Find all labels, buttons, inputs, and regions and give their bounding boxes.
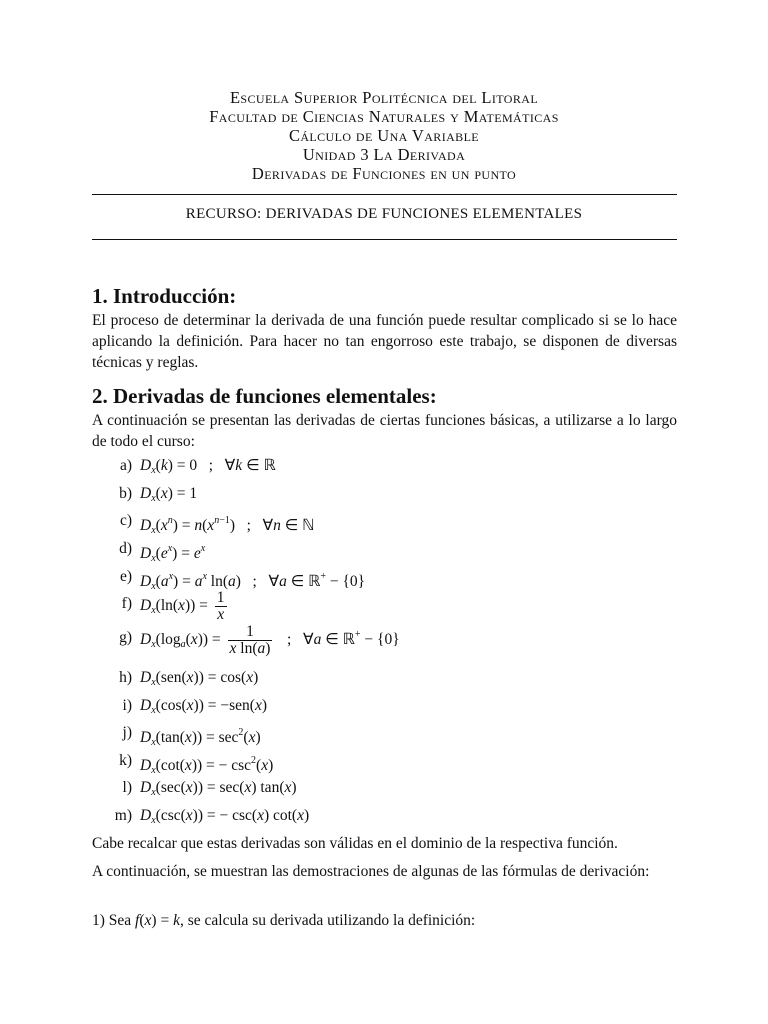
formula-item	[92, 696, 677, 716]
formula-item	[92, 588, 677, 628]
formula-expression: $D_x(\cot(x))$ = − $\csc^2(x)$	[140, 755, 274, 776]
formula-item	[92, 567, 677, 592]
formula-expression: $D_x(x^n) = n(x^{n-1})$ ; ∀n ∈ ℕ	[140, 515, 315, 536]
formula-expression: $D_x(sen(x)) = \cos(x)$	[140, 669, 259, 688]
formula-label: b)	[119, 485, 132, 502]
formula-label: e)	[119, 568, 132, 585]
formula-expression: $D_x(\log_a(x))$ = $\frac{1}{\text{x ln(a)}}$ ; ∀a ∈ ℝ+ − {0}	[140, 623, 400, 657]
formula-item	[92, 668, 677, 688]
formula-item	[92, 778, 677, 798]
resource-title: RECURSO: DERIVADAS DE FUNCIONES ELEMENTALES	[185, 206, 583, 222]
formula-item	[92, 456, 677, 476]
divider-bottom	[92, 239, 677, 240]
section-1-title: 1. Introducción:	[92, 284, 237, 308]
section-1-body: El proceso de determinar la derivada de una función puede resultar complicado si se lo hace aplicando la definición. Para hacer no tan engorroso este trabajo, se disponen de diversas técnicas y reglas.	[92, 312, 677, 371]
step-1-prefix: 1) Sea	[92, 912, 136, 929]
formula-label: g)	[119, 629, 132, 646]
formula-label: k)	[119, 752, 132, 769]
formula-expression: $D_x(e^x) = e^x$	[140, 543, 206, 564]
formula-label: a)	[119, 457, 132, 474]
formula-expression: $D_x(\csc(x))$ = − csc(x) cot(x)	[140, 807, 310, 826]
section-2-intro: A continuación se presentan las derivadas de ciertas funciones básicas, a utilizarse a lo largo de todo el curso:	[92, 412, 677, 450]
formula-label: d)	[119, 540, 132, 557]
formula-item	[92, 751, 677, 776]
formula-label: c)	[119, 512, 132, 529]
formula-item	[92, 806, 677, 826]
formula-expression: $D_x(a^x) = a^x$ ln(a) ; ∀a ∈ ℝ+ − {0}	[140, 571, 366, 592]
demonstrations-intro: A continuación, se muestran las demostraciones de algunas de las fórmulas de derivación:	[92, 863, 650, 880]
section-2-title: 2. Derivadas de funciones elementales:	[92, 384, 437, 408]
formula-item	[92, 484, 677, 504]
formula-expression: $D_x(\tan(x)) = \sec^2(x)$	[140, 727, 261, 748]
header-course: Cálculo de Una Variable	[288, 126, 480, 145]
formula-expression: $D_x(k) = 0$ ; ∀k ∈ ℝ	[140, 457, 276, 476]
formula-label: j)	[122, 724, 132, 741]
formula-label: m)	[114, 807, 132, 824]
formula-item	[92, 511, 677, 536]
header-faculty: Facultad de Ciencias Naturales y Matemáticas	[209, 107, 559, 126]
formula-label: i)	[122, 697, 132, 714]
header-unit: Unidad 3 La Derivada	[302, 145, 466, 164]
formula-expression: $D_x(\cos(x)) = -sen(x)$	[140, 697, 267, 716]
formula-item	[92, 539, 677, 564]
formula-label: f)	[121, 595, 132, 612]
divider-top	[92, 194, 677, 195]
header-institution: Escuela Superior Politécnica del Litoral	[229, 88, 539, 107]
document-header	[0, 88, 768, 183]
step-1-suffix: , se calcula su derivada utilizando la definición:	[179, 912, 476, 929]
header-topic: Derivadas de Funciones en un punto	[251, 164, 517, 183]
step-1-text: 1) Sea f(x) = k, se calcula su derivada utilizando la definición:	[92, 912, 476, 929]
formula-label: h)	[119, 669, 132, 686]
formula-expression: $D_x(x) = 1$	[140, 485, 198, 504]
formula-label: l)	[122, 779, 132, 796]
closing-note: Cabe recalcar que estas derivadas son válidas en el dominio de la respectiva función.	[92, 835, 618, 852]
formula-item	[92, 723, 677, 748]
formula-expression: $D_x(\sec(x)) = \sec(x)$ tan(x)	[140, 779, 297, 798]
formula-item	[92, 624, 677, 664]
formula-expression: $D_x(\ln(x))$ = $\frac{1}{x}$	[140, 589, 225, 623]
